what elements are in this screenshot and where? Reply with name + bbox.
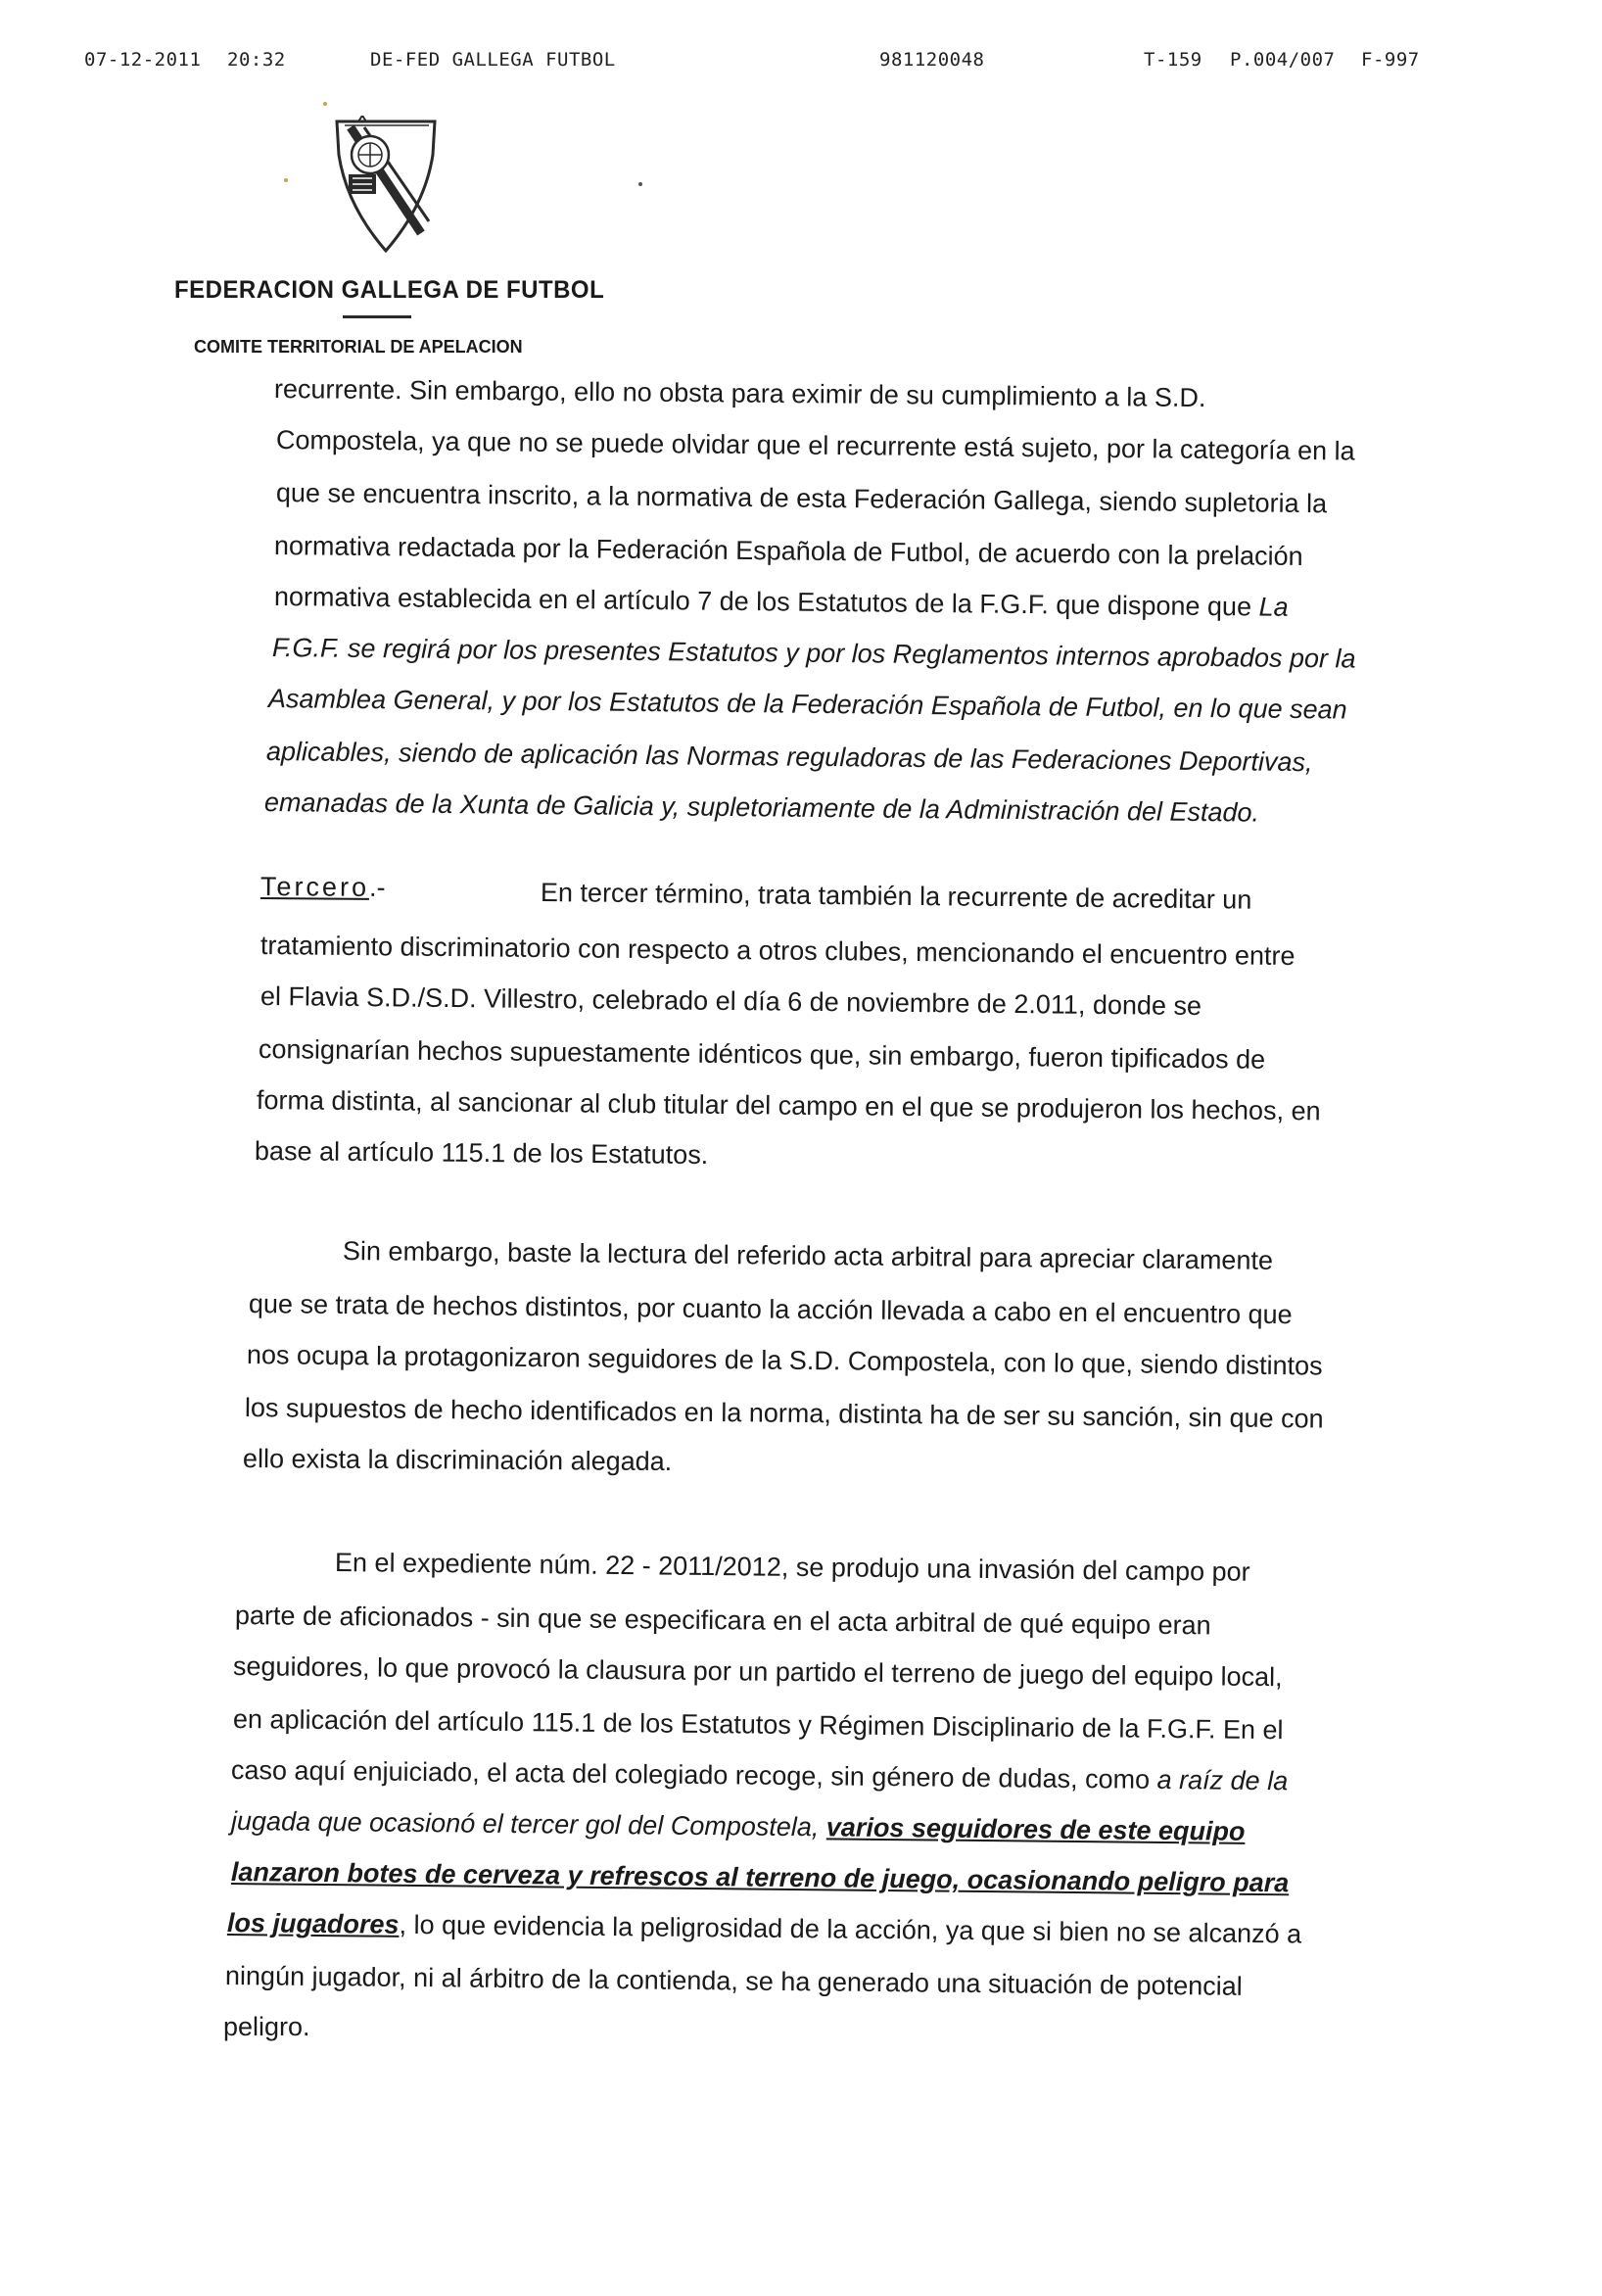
fax-phone: 981120048 — [879, 49, 985, 71]
p4-line-3: seguidores, lo que provocó la clausura por un partido el terreno de juego del equipo local, — [232, 1651, 1283, 1693]
p3-line-1: Sin embargo, baste la lectura del referido acta arbitral para apreciar claramente — [342, 1236, 1274, 1275]
p1-line-7: Asamblea General, y por los Estatutos de la Federación Española de Futbol, en lo que sean — [267, 684, 1347, 725]
p4-line-2: parte de aficionados - sin que se especificara en el acta arbitral de qué equipo eran — [234, 1601, 1211, 1641]
p4-line-8-emphasis: los jugadores — [226, 1908, 400, 1939]
p1-line-3: que se encuentra inscrito, a la normativa de esta Federación Gallega, siendo supletoria la — [275, 478, 1328, 519]
section-heading-suffix: .- — [368, 872, 386, 903]
fax-sender: DE-FED GALLEGA FUTBOL — [370, 49, 616, 71]
p2-line-6: base al artículo 115.1 de los Estatutos. — [254, 1136, 709, 1171]
p1-line-1: recurrente. Sin embargo, ello no obsta para eximir de su cumplimiento a la S.D. — [273, 374, 1206, 413]
p4-line-5-quote: a raíz de la — [1156, 1764, 1289, 1796]
p2-line-1 — [260, 870, 386, 904]
p4-line-8-text: , lo que evidencia la peligrosidad de la acción, ya que si bien no se alcanzó a — [399, 1909, 1302, 1949]
fax-date: 07-12-2011 — [84, 49, 202, 71]
p3-line-3: nos ocupa la protagonizaron seguidores de la S.D. Compostela, con lo que, siendo distintos — [246, 1340, 1323, 1381]
p2-line-1-text: En tercer término, trata también la recurrente de acreditar un — [540, 878, 1252, 915]
p1-line-5-text: normativa establecida en el artículo 7 de los Estatutos de la F.G.F. que dispone que — [273, 582, 1252, 622]
p4-line-10: peligro. — [223, 2012, 310, 2041]
p3-line-2: que se trata de hechos distintos, por cuanto la acción llevada a cabo en el encuentro que — [248, 1289, 1293, 1330]
p1-line-5-quote: La — [1258, 592, 1289, 622]
p2-line-3: el Flavia S.D./S.D. Villestro, celebrado el día 6 de noviembre de 2.011, donde se — [259, 981, 1202, 1022]
p2-line-5: forma distinta, al sancionar al club titular del campo en el que se produjeron los hechos, en — [256, 1085, 1321, 1126]
p3-line-5: ello exista la discriminación alegada. — [242, 1444, 673, 1477]
p4-line-6-emphasis: varios seguidores de este equipo — [825, 1812, 1246, 1846]
p2-line-2: tratamiento discriminatorio con respecto a otros clubes, mencionando el encuentro entre — [259, 931, 1296, 972]
p4-line-8 — [227, 1906, 1301, 1950]
p4-line-9: ningún jugador, ni al árbitro de la contienda, se ha generado una situación de potencial — [224, 1961, 1243, 2001]
p1-line-5 — [274, 580, 1289, 624]
p1-line-6: F.G.F. se regirá por los presentes Estatutos y por los Reglamentos internos aprobados por la — [271, 633, 1356, 674]
organization-name: FEDERACION GALLEGA DE FUTBOL — [174, 276, 605, 304]
fax-f-number: F-997 — [1361, 49, 1420, 71]
p1-line-4: normativa redactada por la Federación Española de Futbol, de acuerdo con la prelación — [273, 531, 1303, 572]
p1-line-9: emanadas de la Xunta de Galicia y, supletoriamente de la Administración del Estado. — [263, 788, 1260, 828]
fax-transmission-number: T-159 — [1144, 49, 1202, 71]
p4-line-6-quote: jugada que ocasionó el tercer gol del Compostela, — [230, 1806, 820, 1842]
p2-line-4: consignarían hechos supuestamente idénticos que, sin embargo, fueron tipificados de — [258, 1034, 1266, 1075]
p4-line-1: En el expediente núm. 22 - 2011/2012, se produjo una invasión del campo por — [334, 1548, 1250, 1587]
p3-line-4: los supuestos de hecho identificados en la norma, distinta ha de ser su sanción, sin que con — [244, 1393, 1324, 1434]
fax-page-number: P.004/007 — [1230, 49, 1336, 71]
p1-line-8: aplicables, siendo de aplicación las Normas reguladoras de las Federaciones Deportivas, — [265, 737, 1313, 778]
p4-line-5 — [231, 1753, 1289, 1797]
section-heading: Tercero — [259, 872, 370, 902]
p4-line-5-text: caso aquí enjuiciado, el acta del colegiado recoge, sin género de dudas, como — [230, 1755, 1151, 1794]
committee-name: COMITE TERRITORIAL DE APELACION — [194, 337, 523, 357]
p1-line-2: Compostela, ya que no se puede olvidar que el recurrente está sujeto, por la categoría en la — [275, 425, 1355, 466]
fax-time: 20:32 — [227, 49, 286, 71]
p4-line-7: lanzaron botes de cerveza y refrescos al terreno de juego, ocasionando peligro para — [230, 1857, 1290, 1898]
p4-line-6 — [231, 1804, 1246, 1848]
p4-line-4: en aplicación del artículo 115.1 de los Estatutos y Régimen Disciplinario de la F.G.F. En el — [232, 1704, 1284, 1746]
